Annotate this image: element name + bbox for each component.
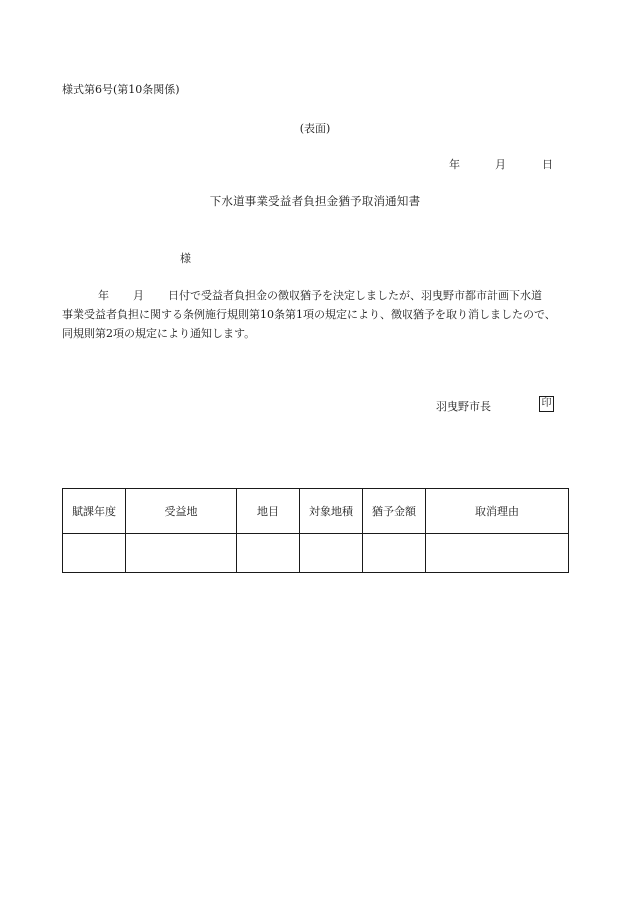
cell-land-category	[237, 534, 300, 573]
header-target-area: 対象地積	[300, 489, 363, 534]
cancellation-details-table	[62, 488, 569, 573]
face-label: (表面)	[299, 122, 331, 135]
date-month-label: 月	[495, 158, 506, 171]
table-header-row	[63, 489, 569, 534]
header-benefit-land: 受益地	[126, 489, 237, 534]
body-line-1	[62, 286, 578, 305]
body-line-2: 事業受益者負担に関する条例施行規則第10条第1項の規定により、徴収猶予を取り消しましたので、	[62, 308, 556, 321]
form-number: 様式第6号(第10条関係)	[62, 83, 180, 96]
mayor-title: 羽曳野市長	[436, 400, 491, 413]
table-row	[63, 534, 569, 573]
date-year-label: 年	[449, 158, 460, 171]
body-line-1-text: 日付で受益者負担金の徴収猶予を決定しましたが、羽曳野市都市計画下水道	[168, 289, 542, 302]
seal-mark: 印	[539, 396, 554, 412]
header-land-category: 地目	[237, 489, 300, 534]
body-month-label: 月	[133, 289, 144, 302]
cell-benefit-land	[126, 534, 237, 573]
date-day-label: 日	[542, 158, 553, 171]
cell-target-area	[300, 534, 363, 573]
document-title: 下水道事業受益者負担金猶予取消通知書	[209, 194, 421, 208]
header-assessment-year: 賦課年度	[63, 489, 126, 534]
body-line-3: 同規則第2項の規定により通知します。	[62, 327, 256, 340]
header-deferred-amount: 猶予金額	[363, 489, 426, 534]
cell-assessment-year	[63, 534, 126, 573]
addressee-honorific: 様	[180, 252, 191, 265]
cell-cancellation-reason	[426, 534, 569, 573]
cell-deferred-amount	[363, 534, 426, 573]
body-year-label: 年	[98, 289, 109, 302]
notice-body	[62, 286, 578, 343]
header-cancellation-reason: 取消理由	[426, 489, 569, 534]
